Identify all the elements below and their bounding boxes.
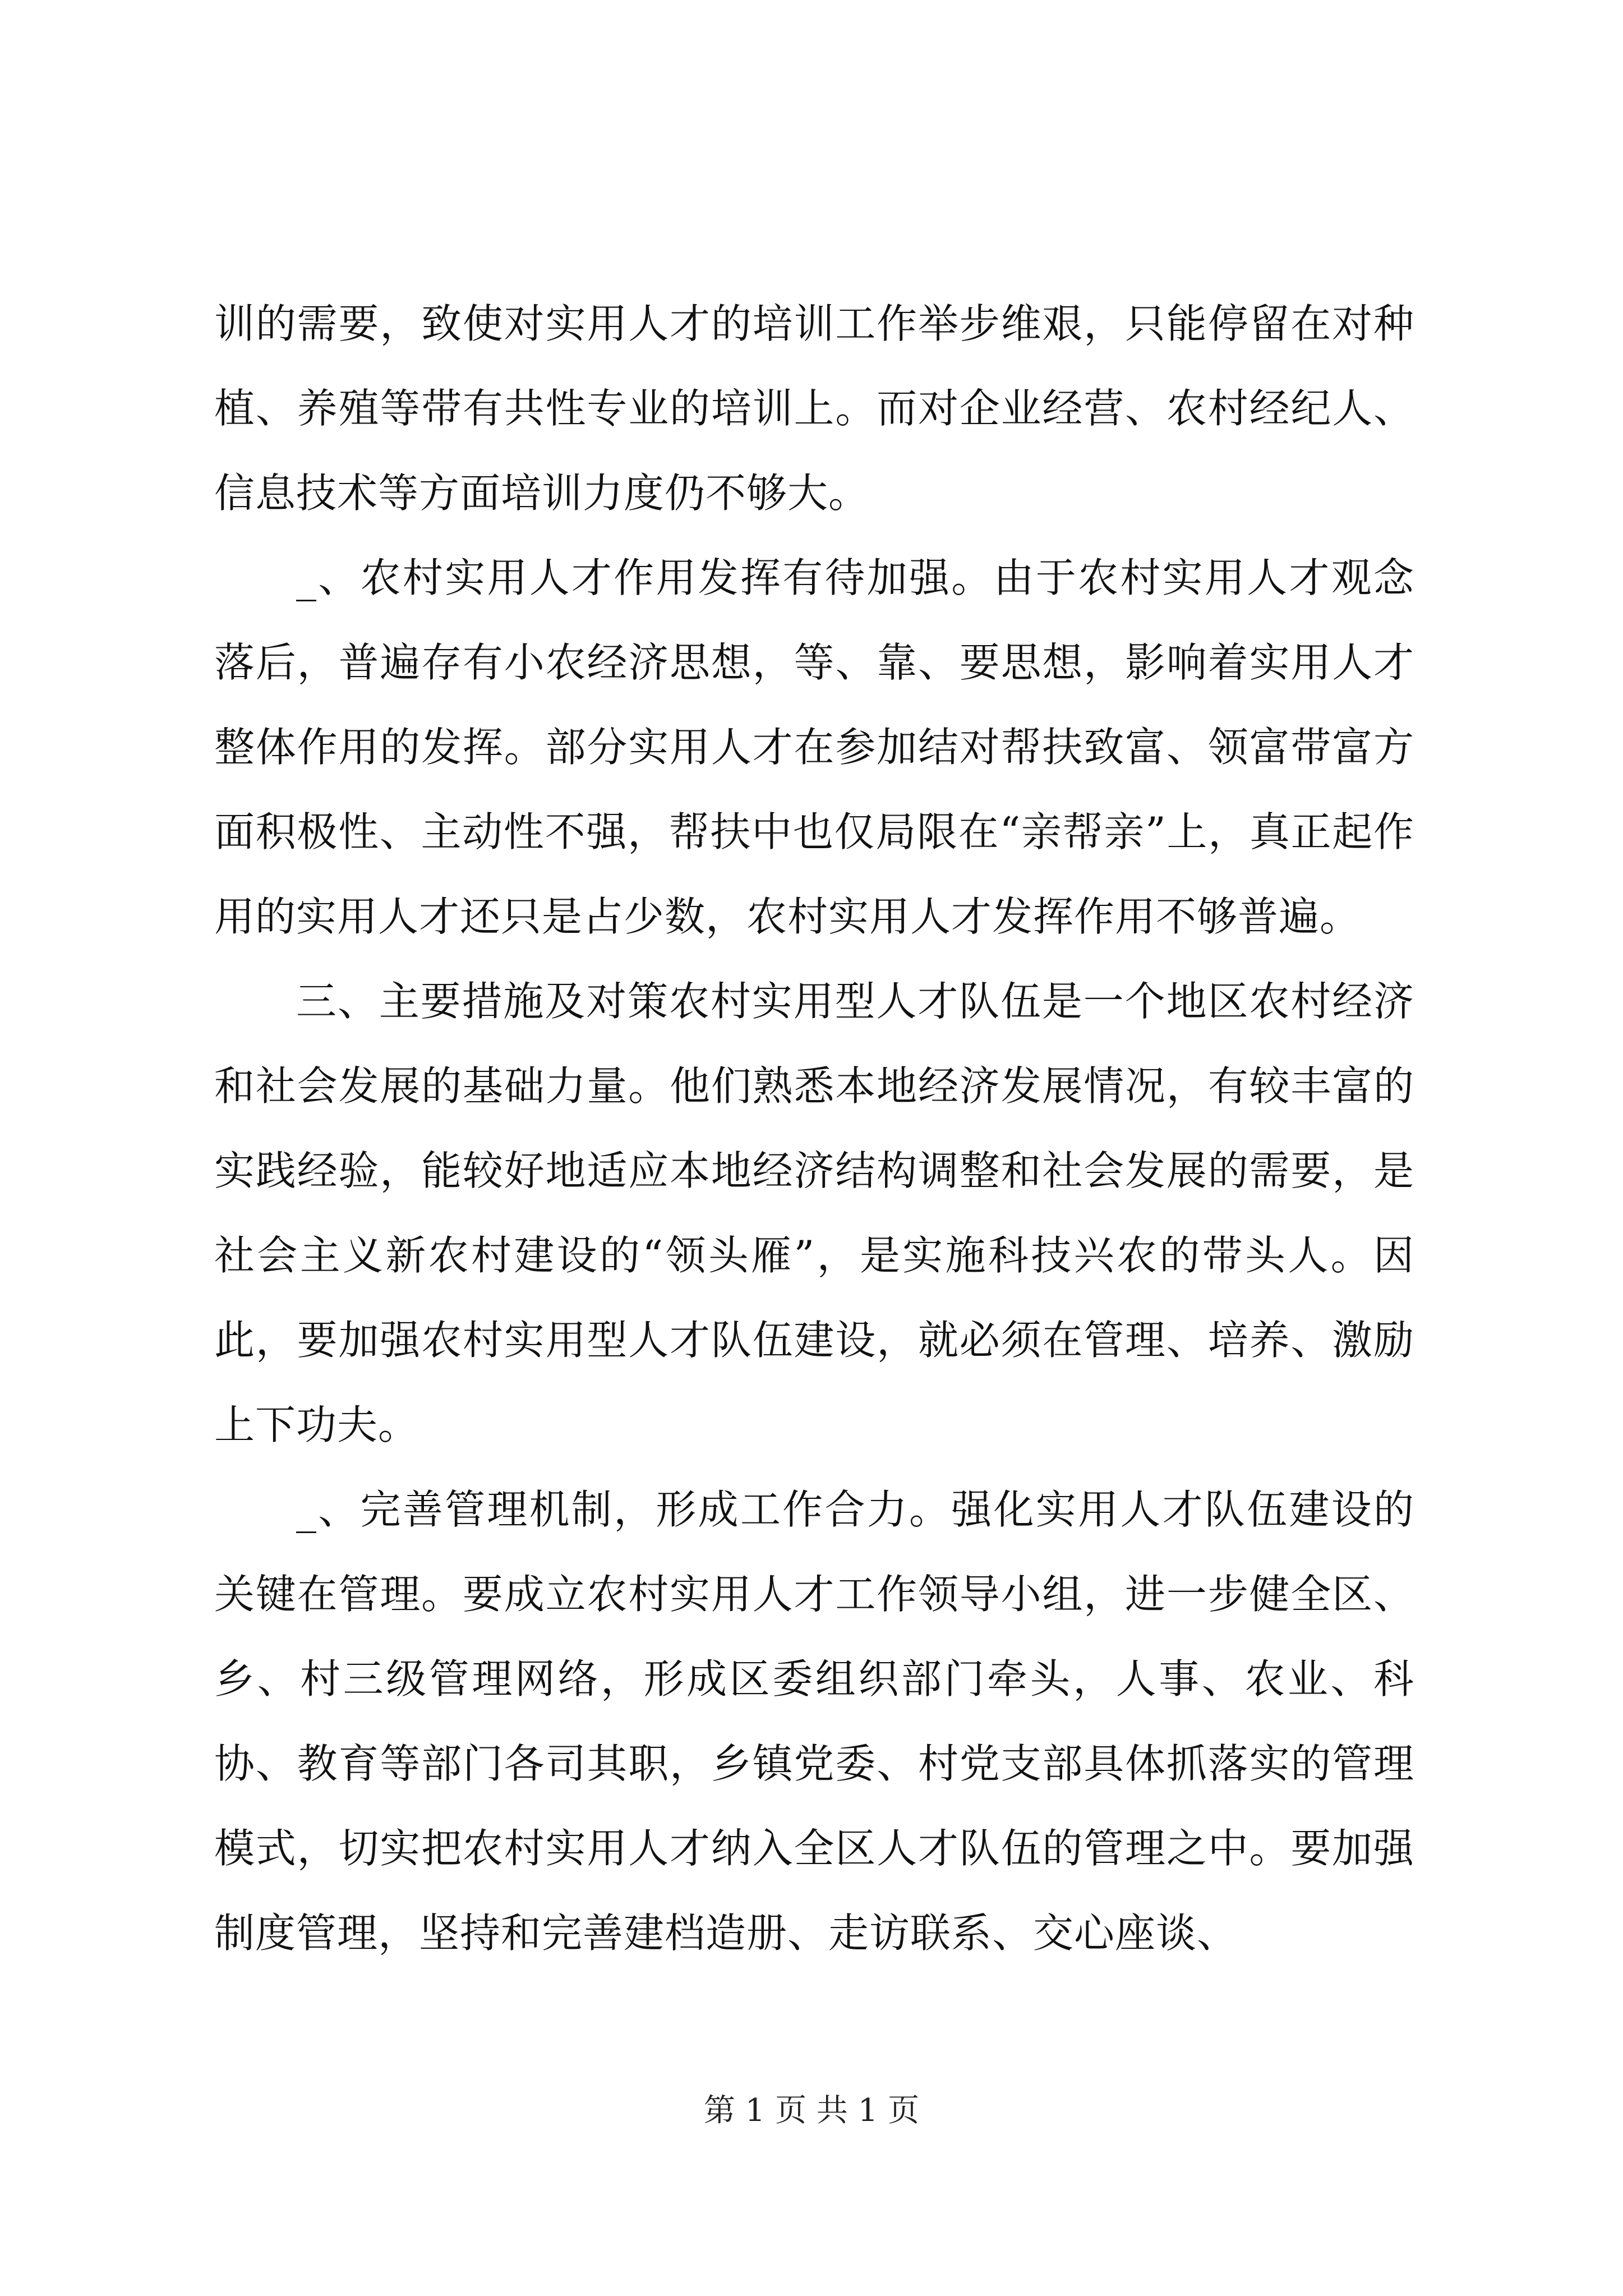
paragraph-talent-role: _、农村实用人才作用发挥有待加强。由于农村实用人才观念落后，普遍存有小农经济思想，等、靠、要思想，影响着实用人才整体作用的发挥。部分实用人才在参加结对帮扶致富、领富带富方面积极性、主动性不强，帮扶中也仅局限在“亲帮亲”上，真正起作用的实用人才还只是占少数，农村实用人才发挥作用不够普遍。 [214, 554, 1414, 940]
paragraph-continuation: 训的需要，致使对实用人才的培训工作举步维艰，只能停留在对种植、养殖等带有共性专业的培训上。而对企业经营、农村经纪人、信息技术等方面培训力度仍不够大。 [214, 300, 1414, 517]
paragraph-main-measures: 三、主要措施及对策农村实用型人才队伍是一个地区农村经济和社会发展的基础力量。他们熟悉本地经济发展情况，有较丰富的实践经验，能较好地适应本地经济结构调整和社会发展的需要，是社会主义新农村建设的“领头雁”，是实施科技兴农的带头人。因此，要加强农村实用型人才队伍建设，就必须在管理、培养、激励上下功夫。 [214, 978, 1414, 1448]
page-number-footer: 第 1 页 共 1 页 [703, 2092, 920, 2129]
paragraph-management-mechanism: _、完善管理机制，形成工作合力。强化实用人才队伍建设的关键在管理。要成立农村实用人才工作领导小组，进一步健全区、乡、村三级管理网络，形成区委组织部门牵头，人事、农业、科协、教育等部门各司其职，乡镇党委、村党支部具体抓落实的管理模式，切实把农村实用人才纳入全区人才队伍的管理之中。要加强制度管理，坚持和完善建档造册、走访联系、交心座谈、 [214, 1486, 1414, 1957]
document-body [214, 282, 1414, 1976]
